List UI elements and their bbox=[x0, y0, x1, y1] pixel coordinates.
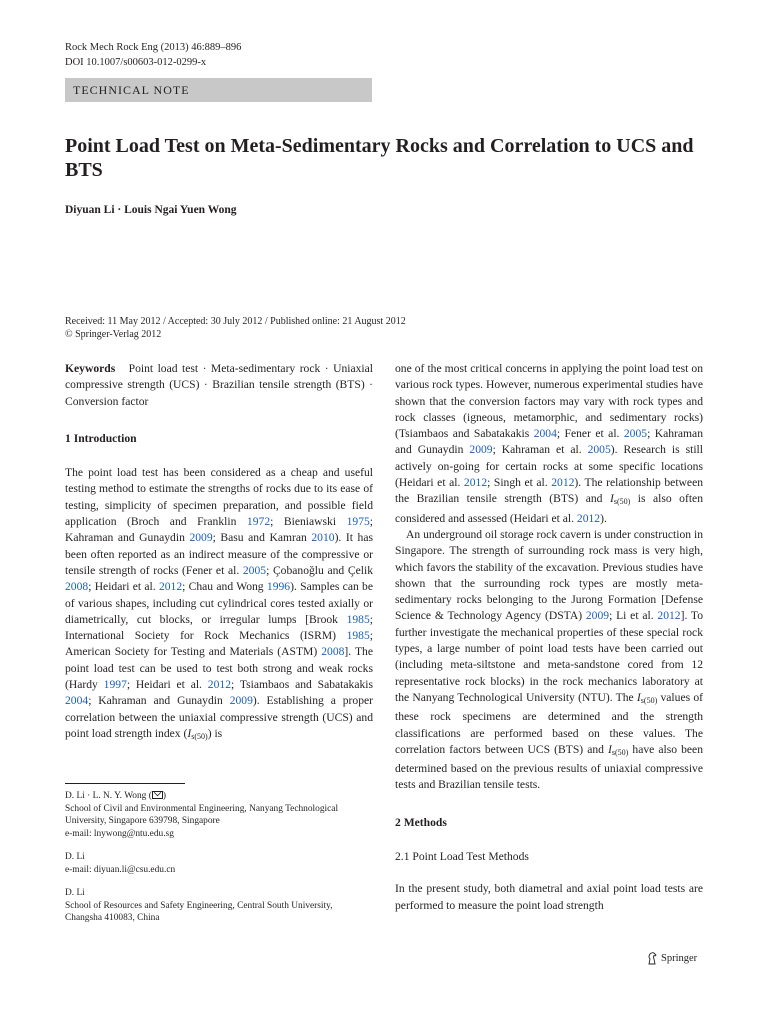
citation-link[interactable]: 2005 bbox=[623, 427, 648, 441]
subsection-heading: 2.1 Point Load Test Methods bbox=[395, 850, 529, 864]
keywords bbox=[65, 361, 373, 410]
citation-link[interactable]: 2012 bbox=[207, 678, 231, 692]
citation-link[interactable]: 2012 bbox=[551, 476, 575, 490]
keywords-text: Point load test · Meta-sedimentary rock · Uniaxial compressive strength (UCS) · Brazilian tensile strength (BTS) · Conversion factor bbox=[65, 362, 373, 408]
copyright: © Springer-Verlag 2012 bbox=[65, 329, 162, 340]
citation-link[interactable]: 1985 bbox=[346, 612, 370, 626]
introduction-paragraph: The point load test has been considered as a cheap and useful testing method to estimate the strengths of rocks due to its ease of testing, simplicity of specimen preparation, and possible field application (Broch and Franklin 1972; Bieniawski 1975; Kahraman and Gunaydin 2009; Basu and Kamran 2010). It has been often reported as an indirect measure of the compressive or tensile strength of rocks (Fener et al. 2005; Çobanoğlu and Çelik 2008; Heidari et al. 2012; Chau and Wong 1996). Samples can be of various shapes, including cut cylindrical cores tested axially or diametrically, cut blocks, or irregular lumps [Brook 1985; International Society for Rock Mechanics (ISRM) 1985; American Society for Testing and Materials (ASTM) 2008]. The point load test can be used to test both strong and weak rocks (Hardy 1997; Heidari et al. 2012; Tsiambaos and Sabatakakis 2004; Kahraman and Gunaydin 2009). Establishing a proper correlation between the uniaxial compressive strength (UCS) and point load strength index $(I_{s(50)})$ is bbox=[65, 466, 374, 741]
affiliation-3-name: D. Li bbox=[65, 888, 85, 898]
publisher-logo bbox=[646, 952, 697, 965]
symbol-is50: $I_{s(50)}$ bbox=[636, 690, 658, 705]
authors: Diyuan Li · Louis Ngai Yuen Wong bbox=[65, 204, 237, 216]
affiliation-1-school: School of Civil and Environmental Engineering, Nanyang Technological University, Singapore 639798, Singapore bbox=[65, 803, 339, 826]
citation-link[interactable]: 1985 bbox=[346, 629, 370, 643]
publisher-name: Springer bbox=[661, 953, 698, 964]
springer-horse-icon bbox=[646, 952, 658, 965]
doi: DOI 10.1007/s00603-012-0299-x bbox=[65, 57, 207, 68]
affiliation-1-email[interactable]: e-mail: lnywong@ntu.edu.sg bbox=[65, 828, 174, 839]
citation-link[interactable]: 2009 bbox=[585, 609, 610, 623]
symbol-is50: $I_{s(50)}$ bbox=[608, 742, 629, 757]
citation-link[interactable]: 2004 bbox=[533, 427, 557, 441]
section-heading-methods: 2 Methods bbox=[395, 815, 447, 829]
citation-link[interactable]: 1975 bbox=[346, 515, 370, 529]
symbol-is50: $I_{s(50)}$ bbox=[609, 492, 631, 507]
citation-link[interactable]: 2012 bbox=[657, 609, 681, 623]
right-column bbox=[395, 361, 703, 914]
affiliation-2-email[interactable]: e-mail: diyuan.li@csu.edu.cn bbox=[65, 864, 176, 875]
affiliation-1-names: D. Li · L. N. Y. Wong ( ) bbox=[65, 791, 166, 801]
affiliation-3-school: School of Resources and Safety Engineering, Central South University, Changsha 410083, China bbox=[65, 900, 333, 923]
citation-link[interactable]: 2010 bbox=[311, 531, 335, 545]
citation-link[interactable]: 2012 bbox=[576, 511, 601, 525]
envelope-icon bbox=[152, 791, 163, 799]
citation-link[interactable]: 2008 bbox=[65, 580, 89, 594]
citation-link[interactable]: 2009 bbox=[189, 531, 213, 545]
affiliation-2-name: D. Li bbox=[65, 852, 85, 862]
methods-paragraph: In the present study, both diametral and axial point load tests are performed to measure the point load strength bbox=[395, 882, 703, 912]
citation-link[interactable]: 2005 bbox=[587, 443, 611, 457]
affiliation-3 bbox=[65, 887, 365, 925]
received-dates: Received: 11 May 2012 / Accepted: 30 July 2012 / Published online: 21 August 2012 bbox=[65, 316, 406, 327]
citation-link[interactable]: 1996 bbox=[266, 580, 291, 594]
right-paragraph-1: one of the most critical concerns in applying the point load test on various rock types. However, numerous experimental studies have shown that the conversion factors may vary with rock types and rock classes (igneous, metamorphic, and sedimentary rocks) (Tsiambaos and Sabatakakis 2004; Fener et al. 2005; Kahraman and Gunaydin 2009; Kahraman et al. 2005). Research is still actively on-going for certain rocks at some specific locations (Heidari et al. 2012; Singh et al. 2012). The relationship between the Brazilian tensile strength (BTS) and $I_{s(50)}$ is also often considered and assessed (Heidari et al. 2012). bbox=[395, 362, 704, 525]
citation-link[interactable]: 2005 bbox=[242, 563, 267, 577]
keywords-label: Keywords bbox=[65, 362, 116, 375]
publication-dates bbox=[65, 315, 406, 341]
affiliation-1 bbox=[65, 790, 365, 840]
citation-link[interactable]: 2008 bbox=[321, 645, 345, 659]
paper-title: Point Load Test on Meta-Sedimentary Rocks and Correlation to UCS and BTS bbox=[65, 135, 694, 181]
affiliation-2 bbox=[65, 851, 365, 876]
section-heading-introduction: 1 Introduction bbox=[65, 431, 137, 445]
citation-link[interactable]: 2004 bbox=[65, 694, 89, 708]
citation-link[interactable]: 2009 bbox=[229, 694, 253, 708]
footnote-divider bbox=[65, 783, 185, 784]
left-column bbox=[65, 361, 373, 745]
technical-note-label: TECHNICAL NOTE bbox=[65, 78, 372, 102]
citation-link[interactable]: 2012 bbox=[463, 476, 488, 490]
right-paragraph-2: An underground oil storage rock cavern is under construction in Singapore. The strength of surrounding rock mass is very high, which favors the stability of the excavation. Previous studies have shown that the surrounding rock types are mostly meta-sedimentary rocks belonging to the Jurong Formation [Defense Science & Technology Agency (DSTA) 2009; Li et al. 2012]. To further investigate the mechanical properties of these special rock types, a large number of point load tests have been carried out (including meta-siltstone and meta-sandstone cored from 12 representative rock blocks) in the rock mechanics laboratory at the Nanyang Technological University (NTU). The $I_{s(50)}$ values of these rock specimens are determined and the strength classifications are performed based on these values. The correlation factors between UCS (BTS) and $I_{s(50)}$ have also been determined based on the previous results of uniaxial compressive tests and Brazilian tensile tests. bbox=[395, 527, 703, 792]
citation-link[interactable]: 1997 bbox=[103, 678, 127, 692]
citation-link[interactable]: 2009 bbox=[469, 443, 493, 457]
journal-header bbox=[65, 40, 241, 70]
symbol-is50: $I_{s(50)}$ bbox=[187, 726, 208, 741]
citation-link[interactable]: 2012 bbox=[158, 580, 183, 594]
journal-citation: Rock Mech Rock Eng (2013) 46:889–896 bbox=[65, 42, 242, 53]
citation-link[interactable]: 1972 bbox=[246, 515, 271, 529]
